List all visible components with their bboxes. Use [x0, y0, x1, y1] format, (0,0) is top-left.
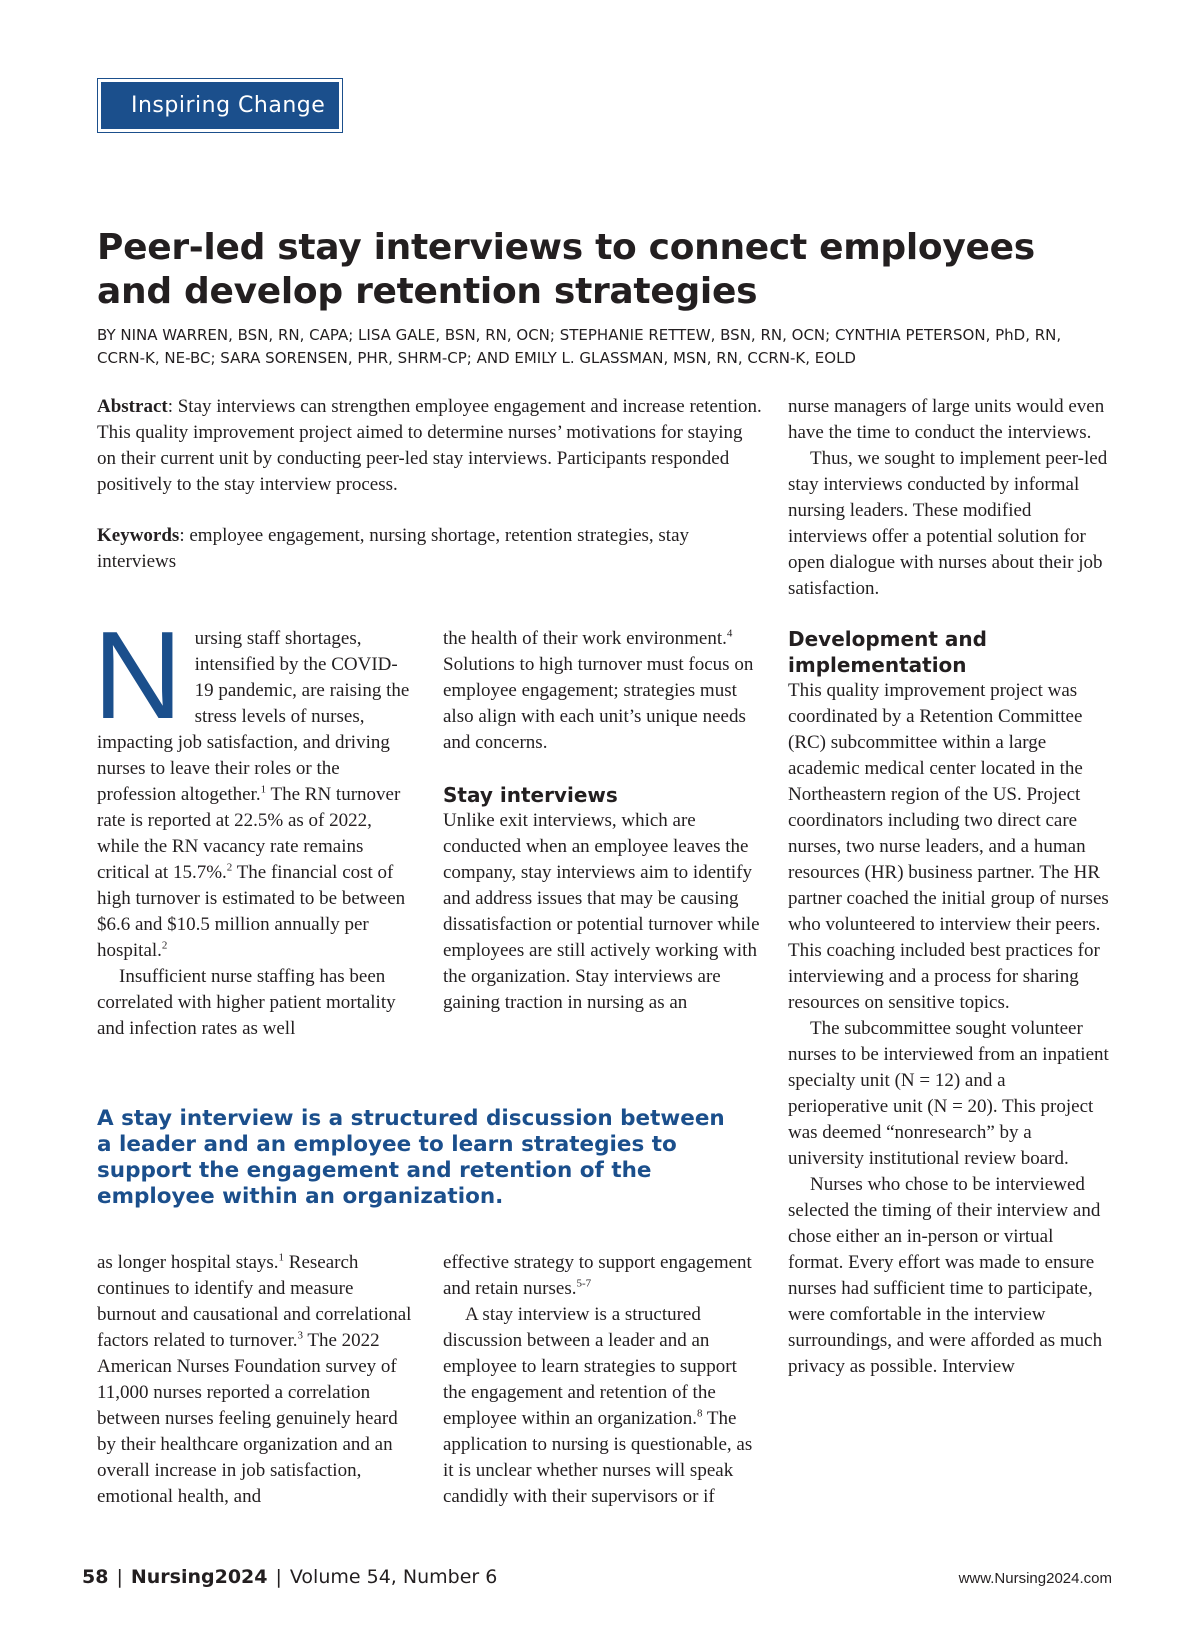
- paragraph: Thus, we sought to implement peer-led stay interviews conducted by informal nursing leaders. These modified interviews offer a potential solution for open dialogue with nurses about their job satisfaction.: [788, 448, 1108, 599]
- divider: |: [275, 1566, 282, 1588]
- page-footer: [82, 1566, 497, 1588]
- section-tag-label: Inspiring Change: [101, 82, 339, 129]
- column-2-top: [443, 626, 763, 1016]
- text-run: Solutions to high turnover must focus on employee engagement; strategies must also align with each unit’s unique needs and concerns.: [443, 654, 754, 753]
- text-run: ursing staff shortages, intensified by the COVID-19 pandemic, are raising the stress levels of nurses, impacting job satisfaction, and driving nurses to leave their roles or the profession altogether.: [97, 628, 410, 805]
- journal-url[interactable]: www.Nursing2024.com: [958, 1570, 1112, 1587]
- paragraph: This quality improvement project was coordinated by a Retention Committee (RC) subcommittee within a large academic medical center located in the Northeastern region of the US. Project coordinators including two direct care nurses, two nurse leaders, and a human resources (HR) business partner. The HR partner coached the initial group of nurses who volunteered to interview their peers. This coaching included best practices for interviewing and a process for sharing resources on sensitive topics.: [788, 680, 1109, 1013]
- paragraph: [443, 626, 763, 756]
- paragraph: The subcommittee sought volunteer nurses to be interviewed from an inpatient specialty unit (N = 12) and a perioperative unit (N = 20). This project was deemed “nonresearch” by a university institutional review board.: [788, 1018, 1109, 1169]
- abstract-label: Abstract: [97, 396, 168, 417]
- keywords-text: : employee engagement, nursing shortage, retention strategies, stay interviews: [97, 525, 690, 572]
- text-run: The application to nursing is questionable, as it is unclear whether nurses will speak candidly with their supervisors or if: [443, 1408, 753, 1507]
- page-number: 58: [82, 1566, 109, 1588]
- paragraph: [97, 1250, 417, 1510]
- article-title: Peer-led stay interviews to connect employees and develop retention strategies: [97, 227, 1035, 312]
- text-run: the health of their work environment.: [443, 628, 727, 649]
- paragraph: Insufficient nurse staffing has been correlated with higher patient mortality and infection rates as well: [97, 966, 396, 1039]
- paragraph: Unlike exit interviews, which are conducted when an employee leaves the company, stay interviews aim to identify and address issues that may be causing dissatisfaction or potential turnover while employees are still actively working with the organization. Stay interviews are gaining traction in nursing as an: [443, 810, 760, 1013]
- reference: 2: [161, 939, 168, 952]
- abstract: [97, 394, 765, 498]
- drop-cap: N: [93, 607, 183, 745]
- keywords-label: Keywords: [97, 525, 180, 546]
- text-run: Research continues to identify and measure burnout and causational and correlational factors related to turnover.: [97, 1252, 412, 1351]
- column-2-bottom: [443, 1250, 763, 1510]
- reference: 8: [696, 1407, 703, 1420]
- text-run: The RN turnover rate is reported at 22.5% as of 2022, while the RN vacancy rate remains critical at 15.7%.: [97, 784, 401, 883]
- heading-development-implementation: Development and implementation: [788, 627, 987, 677]
- text-run: The financial cost of high turnover is estimated to be between $6.6 and $10.5 million annually per hospital.: [97, 862, 406, 961]
- text-run: A stay interview is a structured discussion between a leader and an employee to learn strategies to support the engagement and retention of the employee within an organization.: [443, 1304, 737, 1429]
- column-1-top: [93, 607, 415, 1042]
- text-run: The 2022 American Nurses Foundation survey of 11,000 nurses reported a correlation between nurses feeling genuinely heard by their healthcare organization and an overall increase in job satisfaction, emotional health, and: [97, 1330, 398, 1507]
- text-run: as longer hospital stays.: [97, 1252, 279, 1273]
- paragraph: [93, 607, 415, 964]
- column-3: [788, 394, 1110, 1380]
- reference: 1: [260, 783, 267, 796]
- paragraph: Nurses who chose to be interviewed selected the timing of their interview and chose either an in-person or virtual format. Every effort was made to ensure nurses had sufficient time to participate, were comfortable in the interview surroundings, and were afforded as much privacy as possible. Interview: [788, 1174, 1103, 1377]
- pull-quote: A stay interview is a structured discussion between a leader and an employee to learn strategies to support the engagement and retention of the employee within an organization.: [97, 1106, 725, 1209]
- reference: 1: [278, 1251, 285, 1264]
- reference: 3: [297, 1329, 303, 1342]
- paragraph: [443, 1302, 763, 1510]
- reference: 4: [726, 627, 733, 640]
- abstract-text: : Stay interviews can strengthen employee engagement and increase retention. This quality improvement project aimed to determine nurses’ motivations for staying on their current unit by conducting peer-led stay interviews. Participants responded positively to the stay interview process.: [97, 396, 762, 495]
- divider: |: [116, 1566, 123, 1588]
- reference: 5-7: [576, 1277, 592, 1290]
- paragraph: nurse managers of large units would even have the time to conduct the interviews.: [788, 396, 1105, 443]
- section-tag: [97, 78, 343, 133]
- text-run: effective strategy to support engagement and retain nurses.: [443, 1252, 752, 1299]
- heading-stay-interviews: Stay interviews: [443, 783, 618, 807]
- reference: 2: [226, 861, 233, 874]
- paragraph: [443, 1250, 763, 1302]
- author-byline: BY NINA WARREN, BSN, RN, CAPA; LISA GALE, BSN, RN, OCN; STEPHANIE RETTEW, BSN, RN, OCN; CYNTHIA PETERSON, PhD, RN, CCRN-K, NE-BC; SARA SORENSEN, PHR, SHRM-CP; AND EMILY L. GLASSMAN, MSN, RN, CCRN-K, EOLD: [97, 326, 1062, 367]
- journal-name: Nursing2024: [130, 1566, 268, 1588]
- issue-info: Volume 54, Number 6: [289, 1566, 498, 1588]
- keywords: [97, 523, 765, 575]
- column-1-bottom: [97, 1250, 417, 1510]
